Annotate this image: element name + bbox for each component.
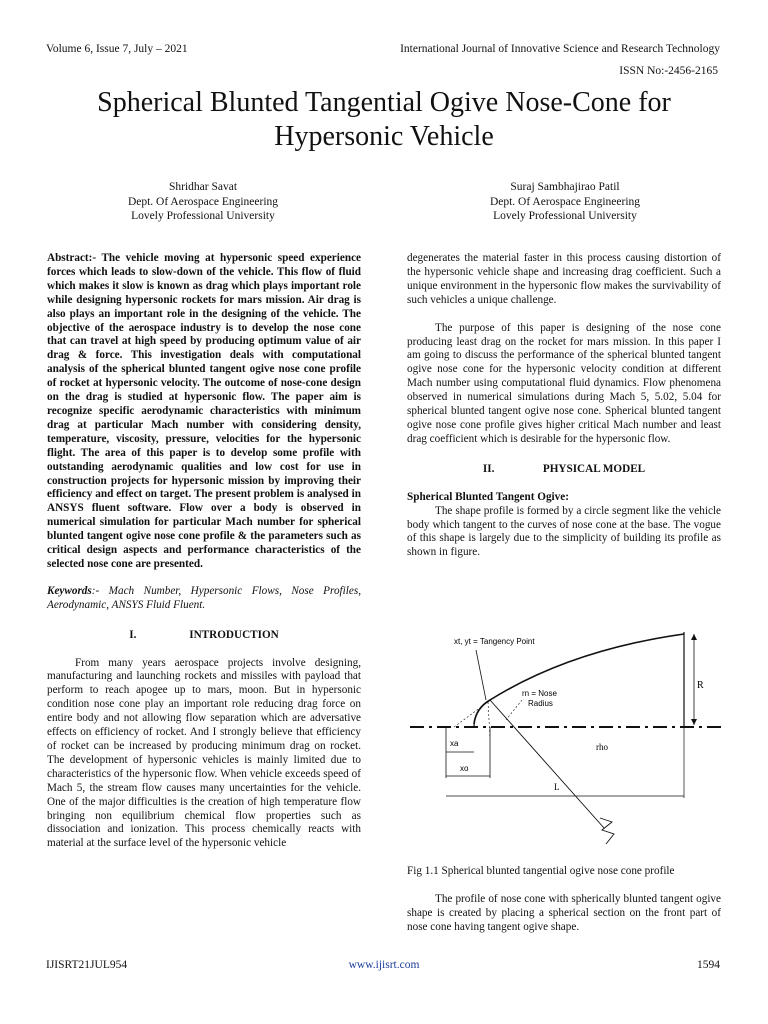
- author-university: Lovely Professional University: [131, 210, 275, 222]
- section-title: INTRODUCTION: [189, 628, 279, 641]
- nose-cone-profile-figure: [410, 628, 722, 850]
- label-rho: rho: [596, 742, 608, 752]
- title-line-2: Hypersonic Vehicle: [274, 121, 494, 152]
- label-xa: xa: [450, 739, 459, 748]
- introduction-text: From many years aerospace projects involve designing, manufacturing and launching rockets and missiles with payload that perform to reach apogee up to mars, moon. But in hypersonic condition nose cone play an important role reducing drag force on entire body and not allowing flow separation which are adversative effects on efficiency of rocket. And I strongly believe that efficiency of rocket can be increased by producing minimum drag on rocket. The development of hypersonic vehicles is mainly limited due to characteristics of the hypersonic flow. When vehicle exceeds speed of Mach 5, the stream flow causes many uncertainties for the vehicle. One of the major difficulties is the creation of high temperature flow bringing non equilibrium chemical flow properties such as dissociation and ionization. This process chemically reacts with material at the surface level of the hypersonic vehicle: [47, 656, 361, 850]
- section-number: II.: [482, 462, 495, 475]
- abstract: Abstract:- The vehicle moving at hypersonic speed experience forces which leads to slow-down of the vehicle. This flow of fluid which makes it slow is known as drag which plays important role while designing hypersonic rockets for mars mission. Air drag is also plays an important role in the designing of the vehicle. The objective of the aerospace industry is to develop the nose cone that can travel at high speed by producing optimum value of air drag & force. This investigation deals with computational analysis of the spherical blunted tangent ogive nose cone profile of rocket at hypersonic velocity. The outcome of nose-cone design on the drag is studied at hypersonic flow. The paper aim is recognize specific aerodynamic characteristics with minimum drag at particular Mach number with considering density, temperature, viscosity, pressure, velocities for the hypersonic flight. The area of this paper is to develop some profile with outstanding aerodynamic qualities and low cost for use in construction projects for hypersonic mission by improving their efficiency and effect on target. The present problem is analysed in ANSYS fluent software. Flow over a body is observed in numerical simulation for particular Mach number for spherical blunted tangent ogive nose cone profile & the parameters such as critical design aspects and performance characteristics of the selected nose cone are presented.: [47, 252, 361, 570]
- author-dept: Dept. Of Aerospace Engineering: [127, 195, 279, 208]
- post-figure-text: [407, 893, 721, 935]
- ogive-curve: [474, 634, 684, 724]
- left-column: [47, 252, 361, 851]
- title-line-1: Spherical Blunted Tangential Ogive Nose-Cone for: [97, 87, 671, 118]
- label-nose: rn = Nose: [522, 689, 557, 698]
- paragraph: The shape profile is formed by a circle segment like the vehicle body which tangent to the curves of nose cone at the base. The vogue of this shape is largely due to the simplicity of building its profile as shown in figure.: [407, 504, 721, 559]
- paragraph: degenerates the material faster in this process causing distortion of the hypersonic vehicle shape and increasing drag coefficient. Such a unique environment in the hypersonic flow makes the survivability of such vehicles a unique challenge.: [407, 252, 721, 306]
- section-heading-physical-model: [407, 463, 721, 477]
- journal-url-link[interactable]: www.ijisrt.com: [348, 959, 420, 971]
- section-number: I.: [129, 628, 137, 641]
- paper-title: [40, 86, 728, 154]
- volume-issue: Volume 6, Issue 7, July – 2021: [46, 43, 188, 55]
- author-1: [78, 180, 328, 224]
- paper-id: IJISRT21JUL954: [46, 959, 128, 971]
- tangency-pointer: [476, 650, 486, 700]
- figure-caption: Fig 1.1 Spherical blunted tangential ogive nose cone profile: [407, 865, 675, 877]
- page-number: 1594: [697, 959, 720, 971]
- keywords: [47, 585, 361, 613]
- label-R: R: [697, 680, 704, 691]
- author-name: Shridhar Savat: [168, 181, 238, 193]
- keywords-text: :- Mach Number, Hypersonic Flows, Nose Profiles, Aerodynamic, ANSYS Fluid Fluent.: [47, 584, 361, 611]
- radius-pointer: [506, 700, 522, 720]
- author-2: [440, 180, 690, 224]
- rho-line: [490, 700, 604, 828]
- author-dept: Dept. Of Aerospace Engineering: [489, 195, 641, 208]
- journal-name: International Journal of Innovative Science and Research Technology: [400, 43, 720, 55]
- subheading: Spherical Blunted Tangent Ogive:: [407, 490, 569, 503]
- break-mark: [600, 818, 614, 844]
- author-university: Lovely Professional University: [493, 210, 637, 222]
- label-radius: Radius: [528, 699, 553, 708]
- right-column: [407, 252, 721, 560]
- paragraph: The profile of nose cone with spherically blunted tangent ogive shape is created by placing a spherical section on the front part of nose cone having tangent ogive shape.: [407, 893, 721, 933]
- author-name: Suraj Sambhajirao Patil: [510, 181, 620, 193]
- section-heading-introduction: [47, 629, 361, 643]
- section-title: PHYSICAL MODEL: [542, 462, 646, 475]
- keywords-label: Keywords: [47, 584, 92, 597]
- label-L: L: [554, 782, 560, 792]
- label-tangency: xt, yt = Tangency Point: [454, 637, 535, 646]
- issn: ISSN No:-2456-2165: [619, 65, 718, 77]
- paragraph: The purpose of this paper is designing of the nose cone producing least drag on the rocket for mars mission. In this paper I am going to discuss the performance of the spherical blunted tangent ogive nose cone for the hypersonic velocity condition at different Mach number using computational fluid dynamics. Flow phenomena observed in numerical simulations during Mach 5, 5.02, 5.04 for spherical blunted tangent ogive nose cone. Spherical blunted tangent ogive nose cone profile gives higher critical Mach number and least drag coefficient which is desirable for the hypersonic flow.: [407, 321, 721, 445]
- label-xo: xo: [460, 764, 469, 773]
